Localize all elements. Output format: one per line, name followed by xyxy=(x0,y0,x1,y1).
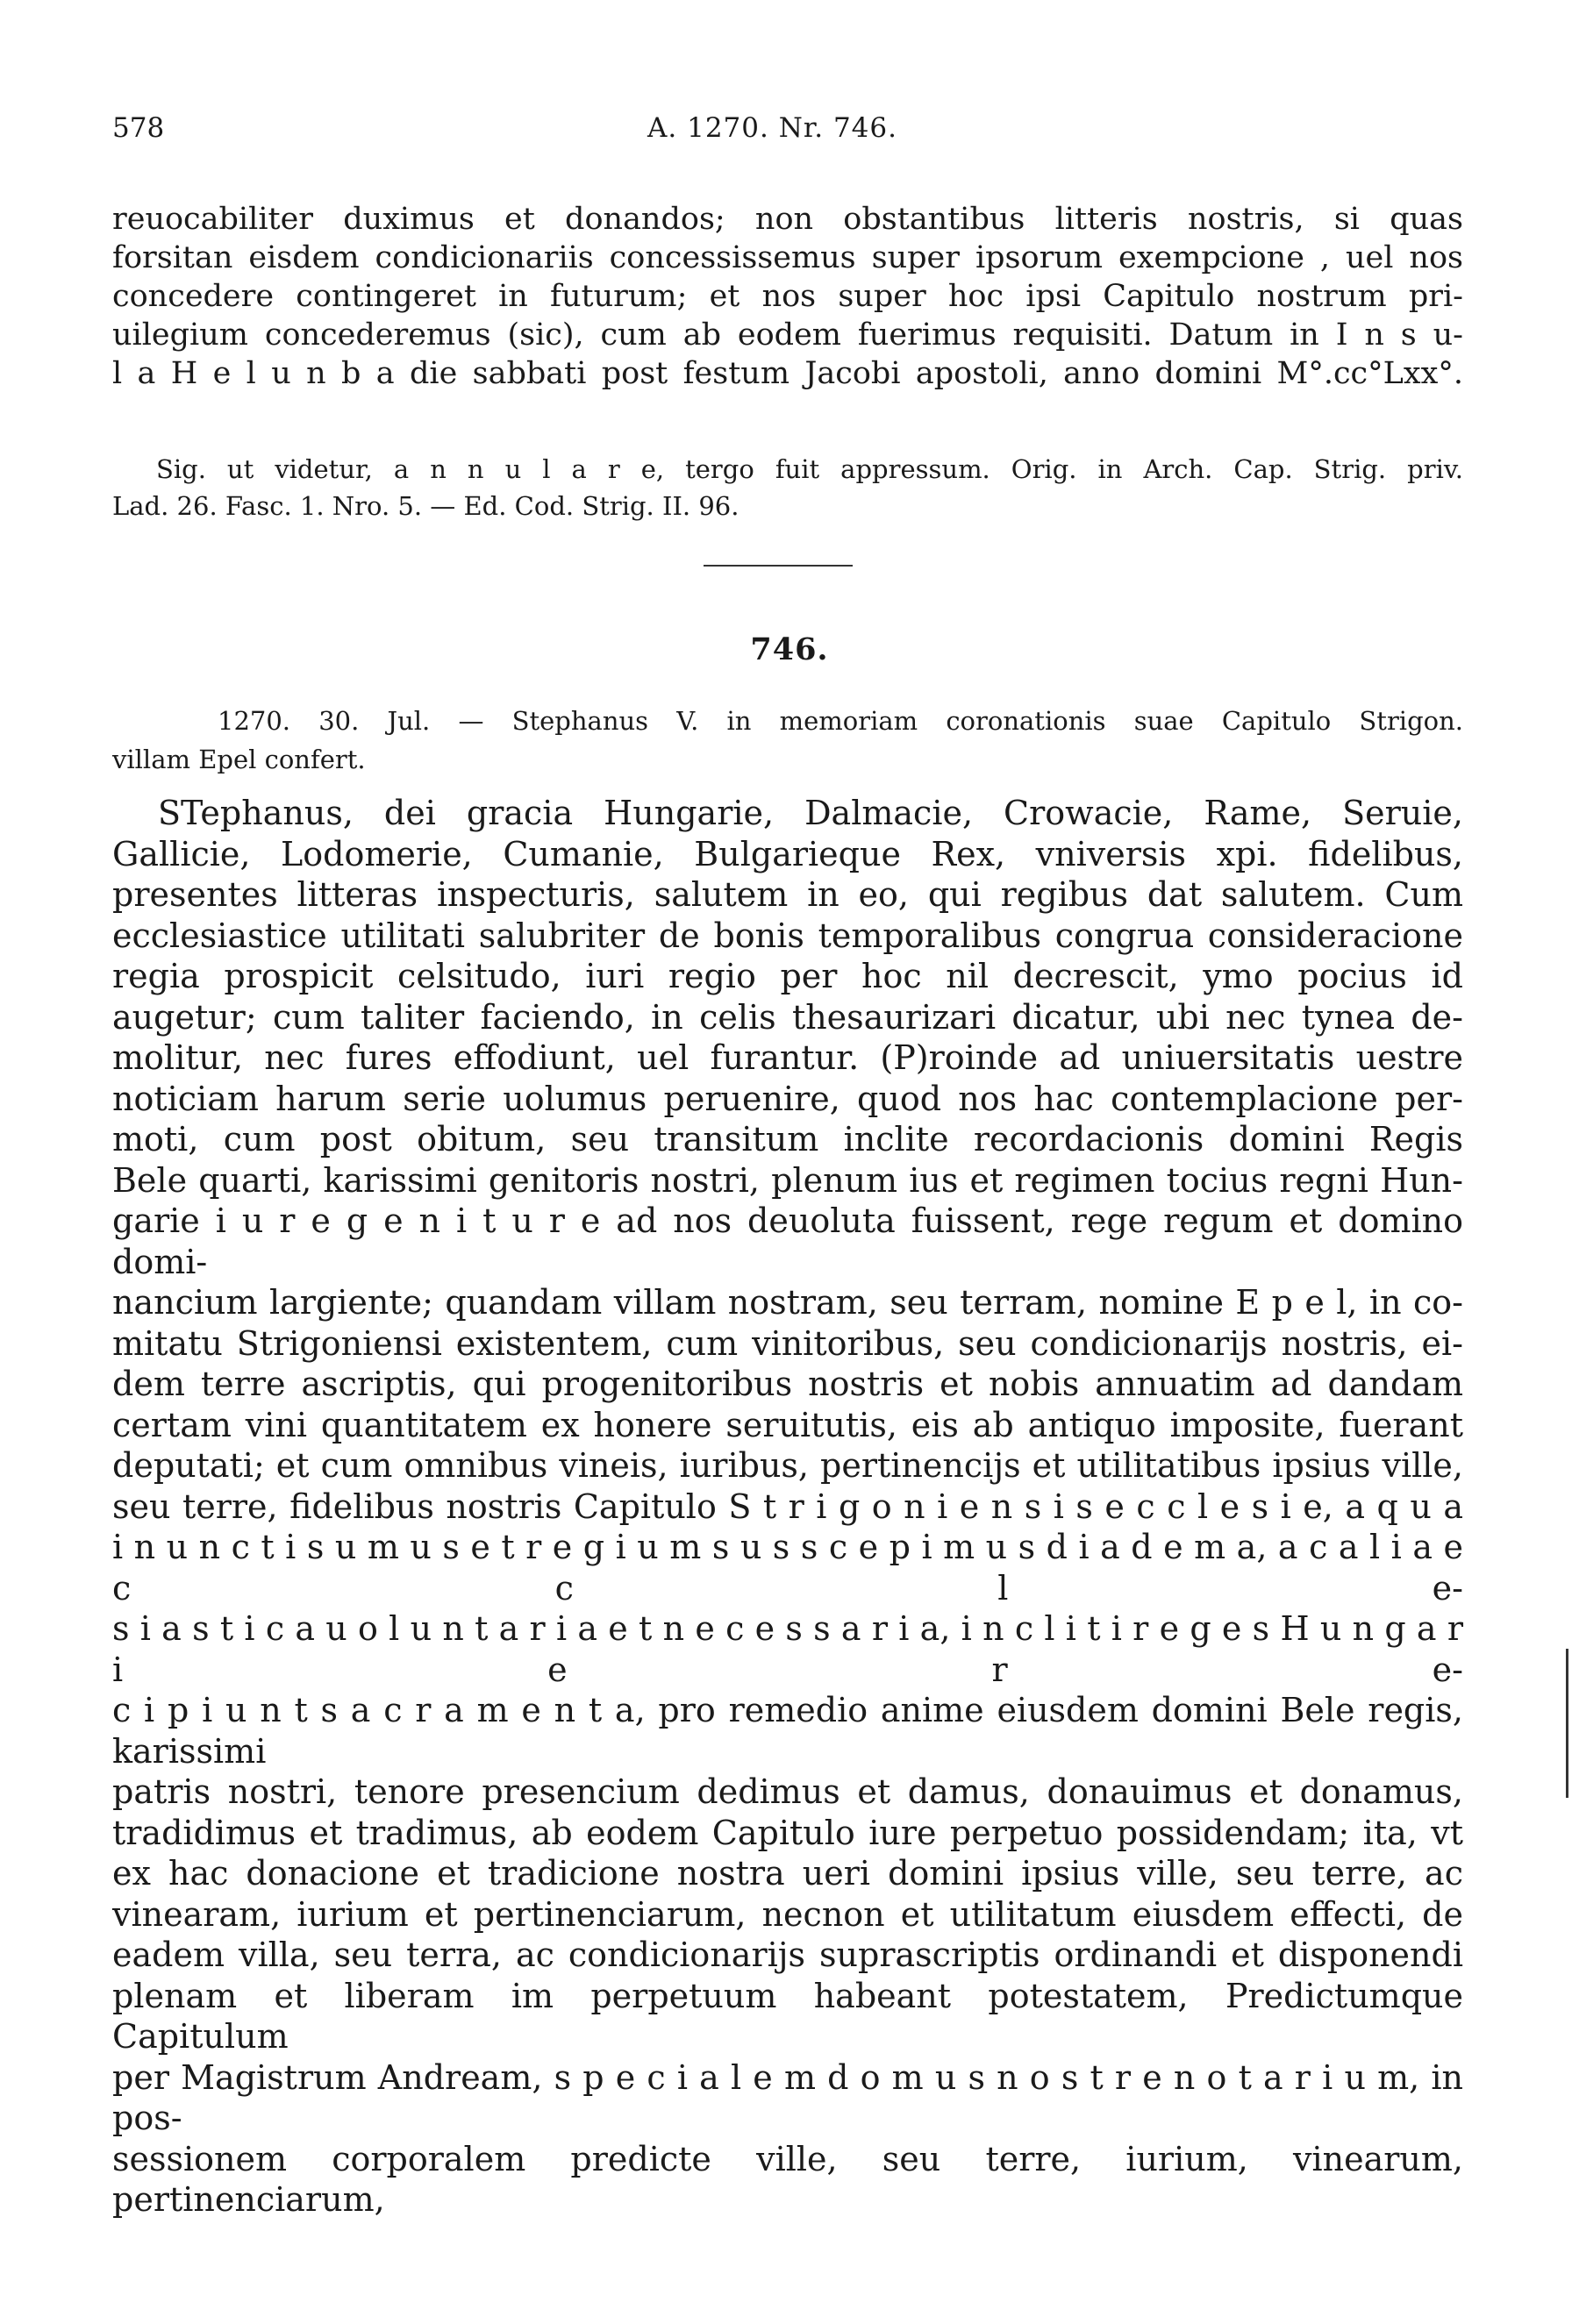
note-line: Lad. 26. Fasc. 1. Nro. 5. — Ed. Cod. Strig. II. 96. xyxy=(112,491,739,521)
text-line: Gallicie, Lodomerie, Cumanie, Bulgarieque Rex, vniversis xpi. fidelibus, xyxy=(112,834,1463,873)
text-line: dem terre ascriptis, qui progenitoribus nostris et nobis annuatim ad dandam xyxy=(112,1365,1463,1403)
text-line: uilegium concederemus (sic), cum ab eodem fuerimus requisiti. Datum in I n s u- xyxy=(112,317,1463,353)
text-line: c i p i u n t s a c r a m e n t a, pro remedio anime eiusdem domini Bele regis, karissimi xyxy=(112,1691,1463,1771)
text-line: patris nostri, tenore presencium dedimus et damus, donauimus et donamus, xyxy=(112,1772,1463,1811)
section-separator xyxy=(704,565,853,567)
text-line: certam vini quantitatem ex honere seruitutis, eis ab antiquo imposite, fuerant xyxy=(112,1405,1463,1444)
text-line: STephanus, dei gracia Hungarie, Dalmacie, Crowacie, Rame, Seruie, xyxy=(158,794,1463,832)
previous-document-ending xyxy=(112,200,1463,393)
document-summary xyxy=(112,702,1463,779)
text-line: Bele quarti, karissimi genitoris nostri, plenum ius et regimen tocius regni Hun- xyxy=(112,1160,1463,1200)
text-line: tradidimus et tradimus, ab eodem Capitulo iure perpetuo possidendam; ita, vt xyxy=(112,1813,1463,1852)
charter-text xyxy=(112,793,1463,2221)
text-line: augetur; cum taliter faciendo, in celis thesaurizari dicatur, ubi nec tynea de- xyxy=(112,997,1463,1037)
text-line: reuocabiliter duximus et donandos; non obstantibus litteris nostris, si quas xyxy=(112,202,1463,237)
summary-line: villam Epel confert. xyxy=(112,745,366,774)
text-line: mitatu Strigoniensi existentem, cum vinitoribus, seu condicionarijs nostris, ei- xyxy=(112,1323,1463,1363)
text-line: plenam et liberam im perpetuum habeant potestatem, Predictumque Capitulum xyxy=(112,1976,1463,2056)
text-line: ecclesiastice utilitati salubriter de bonis temporalibus congrua consideracione xyxy=(112,916,1463,955)
source-note xyxy=(112,451,1463,524)
text-line: l a H e l u n b a die sabbati post festum Jacobi apostoli, anno domini M°.cc°Lxx°. xyxy=(112,356,1463,391)
text-line: s i a s t i c a u o l u n t a r i a e t n e c e s s a r i a, i n c l i t i r e g e s H u n g a r i e r e- xyxy=(112,1609,1463,1689)
text-line: concedere contingeret in futurum; et nos super hoc ipsi Capitulo nostrum pri- xyxy=(112,279,1463,314)
text-line: presentes litteras inspecturis, salutem in eo, qui regibus dat salutem. Cum xyxy=(112,875,1463,914)
page-header xyxy=(112,112,1463,147)
text-line: moti, cum post obitum, seu transitum inclite recordacionis domini Regis xyxy=(112,1120,1463,1158)
text-line: garie i u r e g e n i t u r e ad nos deuoluta fuissent, rege regum et domino domi- xyxy=(112,1201,1463,1281)
text-line: deputati; et cum omnibus vineis, iuribus, pertinencijs et utilitatibus ipsius ville, xyxy=(112,1446,1463,1485)
text-line: vinearam, iurium et pertinenciarum, necnon et utilitatum eiusdem effecti, de xyxy=(112,1894,1463,1934)
page-number: 578 xyxy=(112,112,165,144)
text-line: molitur, nec fures effodiunt, uel furantur. (P)roinde ad uniuersitatis uestre xyxy=(112,1038,1463,1077)
margin-scan-mark xyxy=(1566,1649,1568,1798)
text-line: ex hac donacione et tradicione nostra ueri domini ipsius ville, seu terre, ac xyxy=(112,1854,1463,1893)
text-line: regia prospicit celsitudo, iuri regio per hoc nil decrescit, ymo pocius id xyxy=(112,957,1463,995)
note-line: Sig. ut videtur, a n n u l a r e, tergo fuit appressum. Orig. in Arch. Cap. Strig. priv. xyxy=(156,454,1463,484)
text-line: sessionem corporalem predicte ville, seu terre, iurium, vinearum, pertinenciarum, xyxy=(112,2139,1463,2219)
text-line: noticiam harum serie uolumus peruenire, quod nos hac contemplacione per- xyxy=(112,1079,1463,1118)
text-line: eadem villa, seu terra, ac condicionarijs suprascriptis ordinandi et disponendi xyxy=(112,1935,1463,1974)
text-line: i n u n c t i s u m u s e t r e g i u m s u s s c e p i m u s d i a d e m a, a c a l i a e c c l e- xyxy=(112,1528,1463,1608)
summary-line: 1270. 30. Jul. — Stephanus V. in memoriam coronationis suae Capitulo Strigon. xyxy=(218,706,1463,736)
text-line: seu terre, fidelibus nostris Capitulo S t r i g o n i e n s i s e c c l e s i e, a q u a xyxy=(112,1486,1463,1526)
text-line: per Magistrum Andream, s p e c i a l e m d o m u s n o s t r e n o t a r i u m, in pos- xyxy=(112,2057,1463,2137)
text-line: forsitan eisdem condicionariis concessissemus super ipsorum exempcione , uel nos xyxy=(112,240,1463,275)
document-number: 746. xyxy=(750,631,829,667)
running-head: A. 1270. Nr. 746. xyxy=(647,112,897,144)
text-line: nancium largiente; quandam villam nostram, seu terram, nomine E p e l, in co- xyxy=(112,1283,1463,1322)
